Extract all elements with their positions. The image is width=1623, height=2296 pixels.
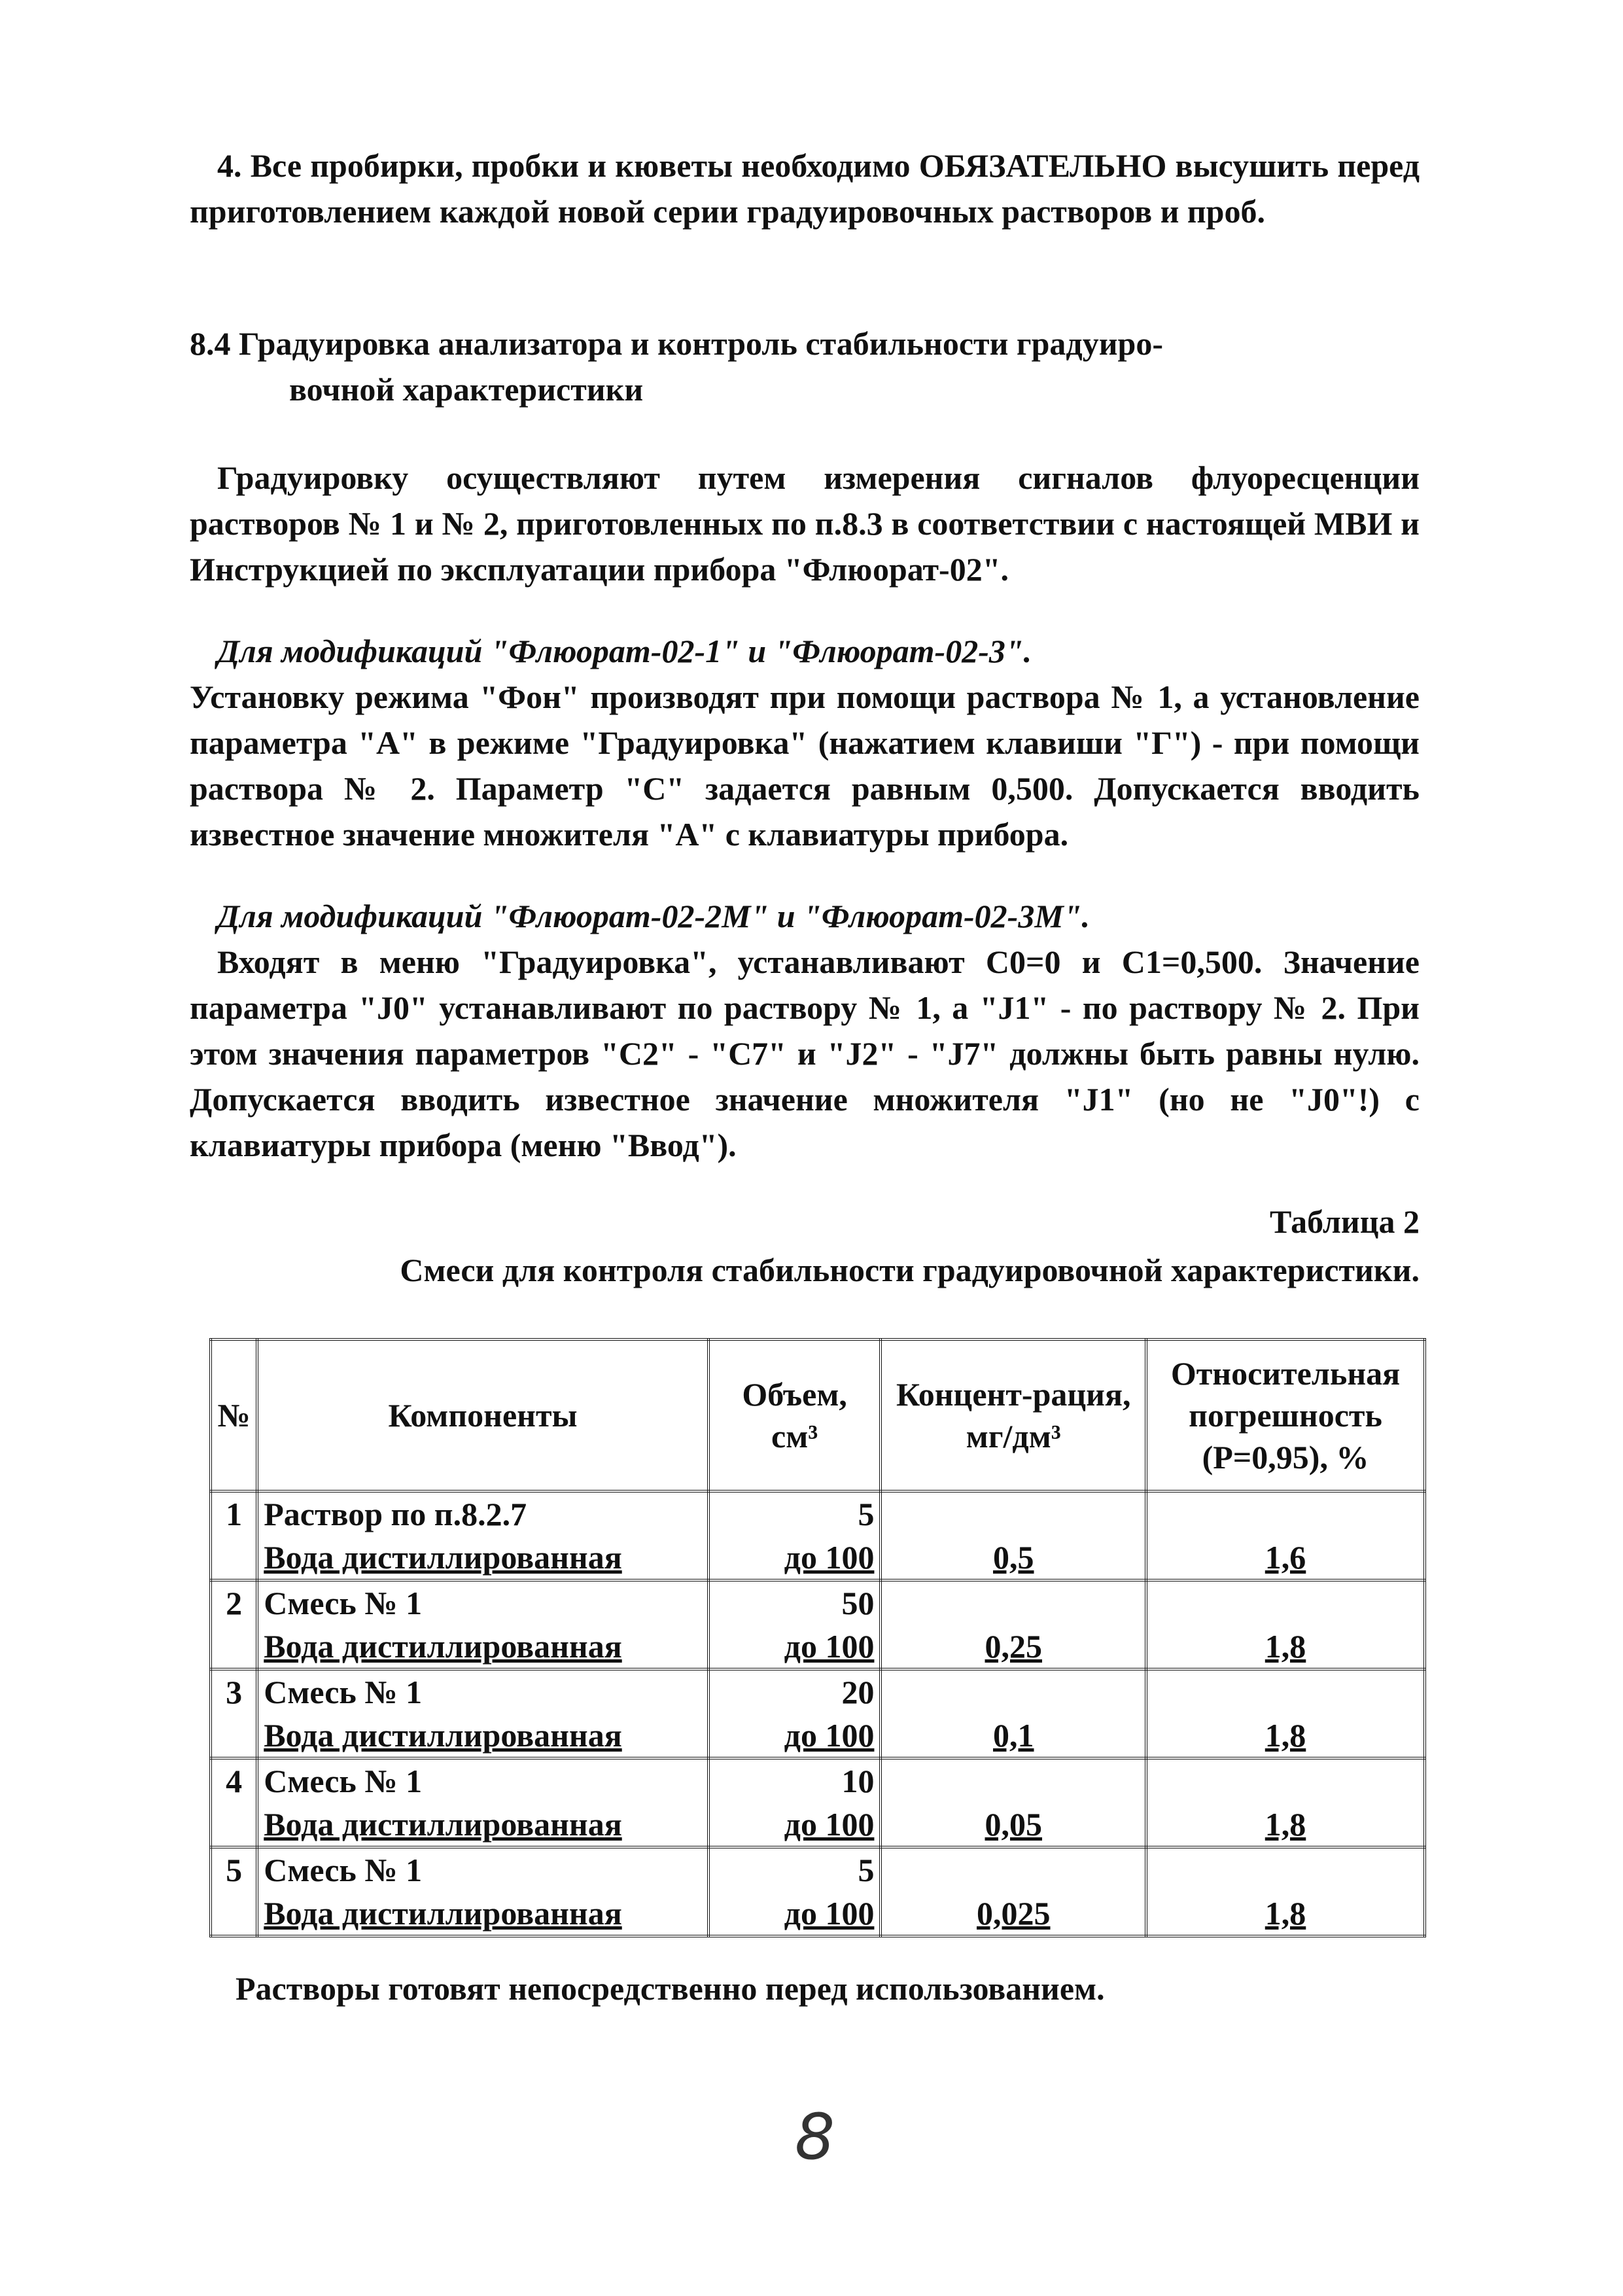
row-volume (708, 1847, 881, 1936)
section-heading-line2: вочной характеристики (289, 371, 644, 408)
error-value: 1,8 (1265, 1628, 1306, 1665)
row-components (257, 1847, 708, 1936)
component-main: Смесь № 1 (264, 1763, 423, 1799)
component-main: Смесь № 1 (264, 1674, 423, 1710)
row-number: 5 (211, 1847, 257, 1936)
volume-water: до 100 (784, 1628, 875, 1665)
volume-water: до 100 (784, 1895, 875, 1932)
section-heading (190, 321, 1420, 412)
row-concentration (881, 1580, 1146, 1669)
header-error: Относительная погрешность (Р=0,95), % (1146, 1339, 1425, 1491)
modification-heading-2: Для модификаций "Флюорат-02-2М" и "Флюорат-02-3М". (217, 898, 1091, 934)
concentration-value: 0,5 (993, 1539, 1034, 1576)
volume-water: до 100 (784, 1806, 875, 1843)
row-error (1146, 1491, 1425, 1580)
component-main: Раствор по п.8.2.7 (264, 1496, 527, 1532)
component-main: Смесь № 1 (264, 1852, 423, 1888)
table-row (211, 1669, 1425, 1758)
row-concentration (881, 1758, 1146, 1847)
table-header-row (211, 1339, 1425, 1491)
error-value: 1,8 (1265, 1806, 1306, 1843)
mixtures-table (209, 1338, 1426, 1937)
modification-heading-1: Для модификаций "Флюорат-02-1" и "Флюорат-02-3". (217, 633, 1032, 669)
paragraph-calibration: Градуировку осуществляют путем измерения сигналов флуоресценции растворов № 1 и № 2, приготовленных по п.8.3 в соответствии с настоящей МВИ и Инструкцией по эксплуатации прибора "Флюорат-02". (190, 459, 1420, 588)
volume-main: 5 (858, 1852, 875, 1888)
table-row (211, 1847, 1425, 1936)
concentration-value: 0,05 (985, 1806, 1043, 1843)
header-concentration: Концент-рация, мг/дм³ (881, 1339, 1146, 1491)
error-value: 1,8 (1265, 1717, 1306, 1754)
table-row (211, 1491, 1425, 1580)
concentration-value: 0,1 (993, 1717, 1034, 1754)
row-concentration (881, 1669, 1146, 1758)
row-components (257, 1669, 708, 1758)
paragraph-mode-setup: Установку режима "Фон" производят при помощи раствора № 1, а установление параметра "А" в режиме "Градуировка" (нажатием клавиши "Г") - при помощи раствора № 2. Параметр "С" задается равным 0,500. Допускается вводить известное значение множителя "А" с клавиатуры прибора. (190, 679, 1420, 853)
volume-main: 50 (841, 1585, 875, 1621)
table-note: Растворы готовят непосредственно перед использованием. (236, 1970, 1105, 2007)
volume-main: 20 (841, 1674, 875, 1710)
component-main: Смесь № 1 (264, 1585, 423, 1621)
component-water: Вода дистиллированная (264, 1628, 622, 1665)
row-error (1146, 1669, 1425, 1758)
row-volume (708, 1758, 881, 1847)
table-caption: Смеси для контроля стабильности градуировочной характеристики. (400, 1252, 1420, 1288)
table-row (211, 1580, 1425, 1669)
concentration-value: 0,025 (977, 1895, 1051, 1932)
row-number: 4 (211, 1758, 257, 1847)
component-water: Вода дистиллированная (264, 1895, 622, 1932)
row-error (1146, 1580, 1425, 1669)
component-water: Вода дистиллированная (264, 1806, 622, 1843)
row-concentration (881, 1847, 1146, 1936)
row-components (257, 1580, 708, 1669)
row-number: 1 (211, 1491, 257, 1580)
paragraph-menu-calibration: Входят в меню "Градуировка", устанавливают С0=0 и С1=0,500. Значение параметра "J0" устанавливают по раствору № 1, а "J1" - по раствору № 2. При этом значения параметров "С2" - "С7" и "J2" - "J7" должны быть равны нулю. Допускается вводить известное значение множителя "J1" (но не "J0"!) с клавиатуры прибора (меню "Ввод"). (190, 944, 1420, 1163)
volume-water: до 100 (784, 1717, 875, 1754)
volume-main: 5 (858, 1496, 875, 1532)
section-heading-line1: 8.4 Градуировка анализатора и контроль стабильности градуиро- (190, 325, 1163, 362)
row-volume (708, 1580, 881, 1669)
error-value: 1,6 (1265, 1539, 1306, 1576)
row-number: 2 (211, 1580, 257, 1669)
row-components (257, 1491, 708, 1580)
row-concentration (881, 1491, 1146, 1580)
row-number: 3 (211, 1669, 257, 1758)
paragraph-drying-instructions: 4. Все пробирки, пробки и кюветы необходимо ОБЯЗАТЕЛЬНО высушить перед приготовлением каждой новой серии градуировочных растворов и проб. (190, 147, 1420, 230)
row-volume (708, 1669, 881, 1758)
concentration-value: 0,25 (985, 1628, 1043, 1665)
row-error (1146, 1758, 1425, 1847)
table-row (211, 1758, 1425, 1847)
error-value: 1,8 (1265, 1895, 1306, 1932)
row-components (257, 1758, 708, 1847)
row-error (1146, 1847, 1425, 1936)
volume-main: 10 (841, 1763, 875, 1799)
header-components: Компоненты (257, 1339, 708, 1491)
volume-water: до 100 (784, 1539, 875, 1576)
header-volume: Объем, см³ (708, 1339, 881, 1491)
component-water: Вода дистиллированная (264, 1539, 622, 1576)
row-volume (708, 1491, 881, 1580)
table-number: Таблица 2 (1269, 1203, 1420, 1240)
header-number: № (211, 1339, 257, 1491)
page-number: 8 (795, 2100, 835, 2174)
component-water: Вода дистиллированная (264, 1717, 622, 1754)
